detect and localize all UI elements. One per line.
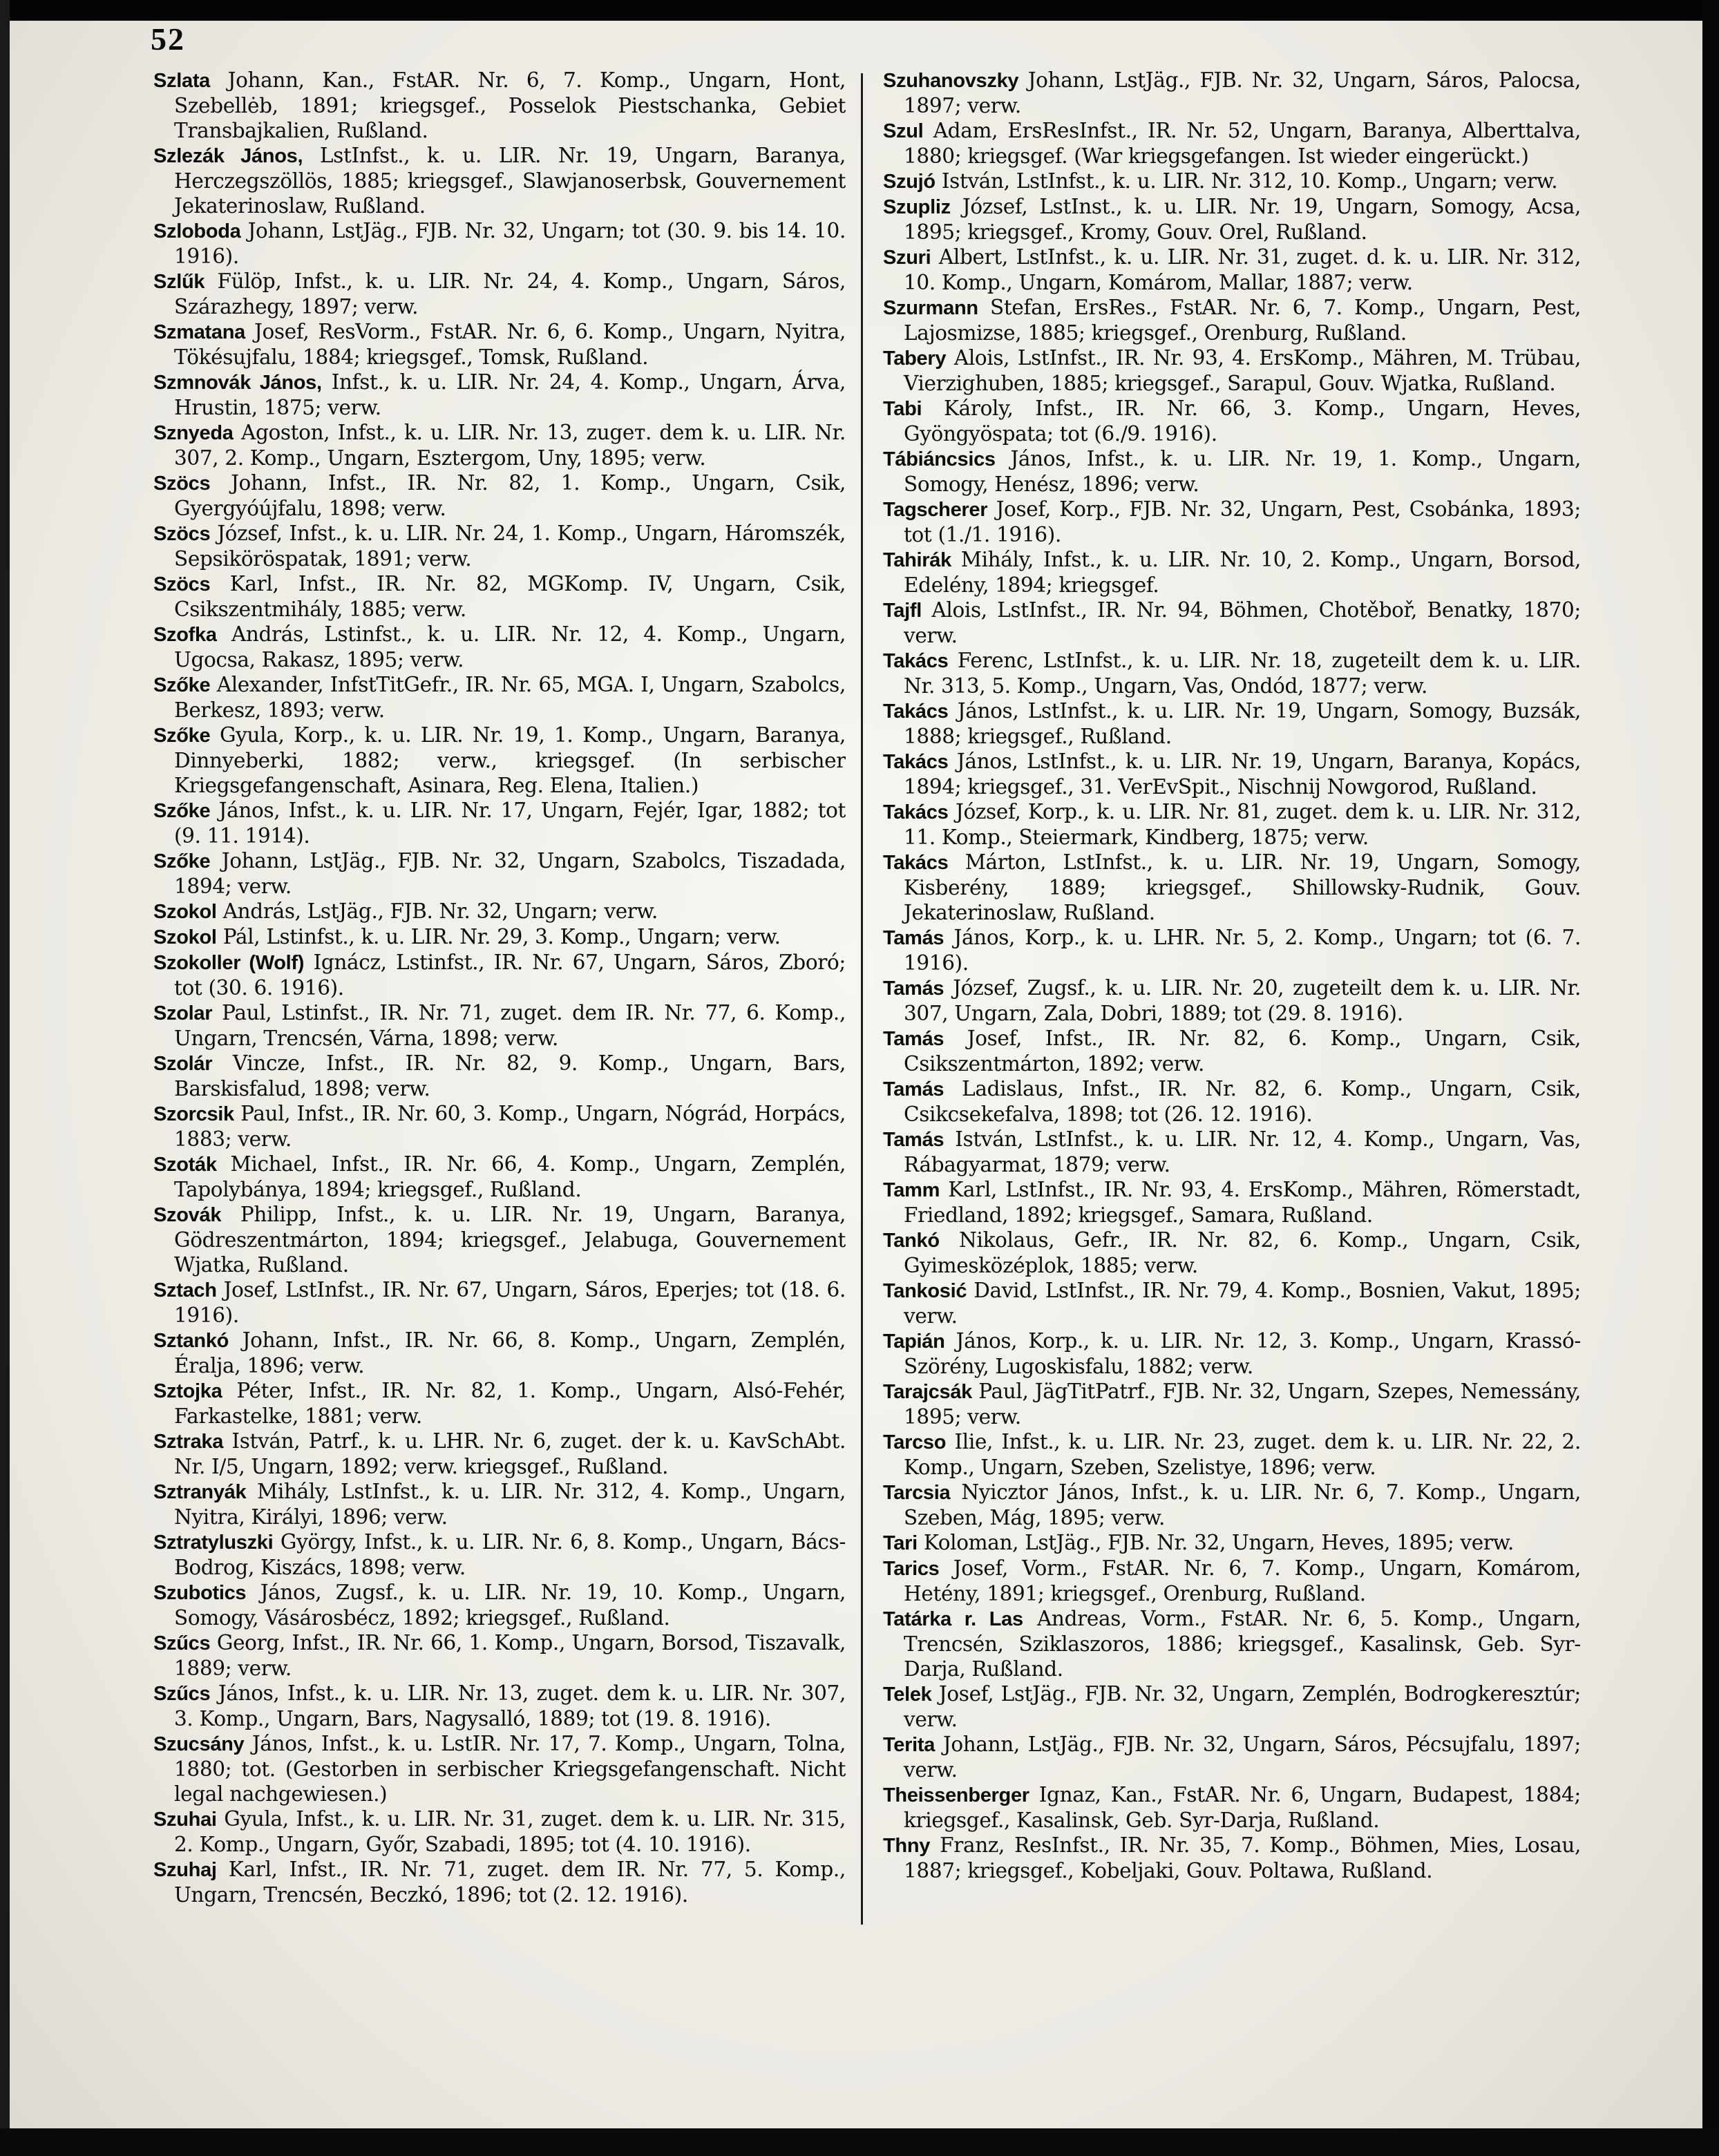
entry-surname: Tankosić (883, 1280, 967, 1302)
register-entry (153, 848, 846, 899)
register-entry (883, 396, 1581, 446)
register-entry (153, 1857, 846, 1907)
entry-surname: Szuhaj (153, 1859, 217, 1881)
entry-surname: Takács (883, 852, 949, 874)
entry-details: Gyula, Korp., k. u. LIR. Nr. 19, 1. Komp., Ungarn, Baranya, Dinnyeberki, 1882; verw., kriegsgef. (In serbischer Kriegsgefangenschaft, Asinara, Reg. Elena, Italien.) (174, 723, 846, 797)
entry-surname: Szokoller (Wolf) (153, 952, 305, 974)
register-entry (883, 975, 1581, 1026)
entry-details: Paul, Infst., IR. Nr. 60, 3. Komp., Ungarn, Nógrád, Horpács, 1883; verw. (174, 1102, 846, 1151)
entry-details: József, LstInst., k. u. LIR. Nr. 19, Ungarn, Somogy, Acsa, 1895; kriegsgef., Kromy, Gouv. Orel, Rußland. (904, 195, 1581, 244)
register-entry (153, 924, 846, 950)
entry-surname: Szuhanovszky (883, 70, 1019, 92)
entry-details: Adam, ErsResInfst., IR. Nr. 52, Ungarn, Baranya, Alberttalva, 1880; kriegsgef. (War kriegsgefangen. Ist wieder eingerückt.) (904, 119, 1581, 168)
register-entry (883, 1480, 1581, 1530)
register-entry (153, 950, 846, 1000)
register-entry (883, 245, 1581, 295)
entry-details: János, Infst., k. u. LIR. Nr. 17, Ungarn, Fejér, Igar, 1882; tot (9. 11. 1914). (174, 799, 846, 848)
entry-details: Alexander, InfstTitGefr., IR. Nr. 65, MGA. I, Ungarn, Szabolcs, Berkesz, 1893; verw. (174, 673, 846, 722)
entry-surname: Tarcso (883, 1431, 947, 1453)
entry-surname: Tamás (883, 1028, 944, 1050)
register-entry (883, 1076, 1581, 1127)
entry-details: András, LstJäg., FJB. Nr. 32, Ungarn; verw. (222, 899, 658, 923)
register-entry (883, 1177, 1581, 1228)
entry-surname: Szöcs (153, 573, 211, 595)
entry-surname: Tamás (883, 1129, 944, 1151)
register-entry (153, 1277, 846, 1328)
entry-surname: Tamás (883, 977, 944, 1000)
entry-details: János, Korp., k. u. LIR. Nr. 12, 3. Komp., Ungarn, Krassó-Szörény, Lugoskisfalu, 1882; verw. (904, 1329, 1581, 1378)
entry-details: János, LstInfst., k. u. LIR. Nr. 19, Ungarn, Baranya, Kopács, 1894; kriegsgef., 31. VerEvSpit., Nischnij Nowgorod, Rußland. (904, 750, 1581, 799)
left-column (153, 68, 846, 2057)
entry-details: Infst., k. u. LIR. Nr. 24, 4. Komp., Ungarn, Árva, Hrustin, 1875; verw. (174, 370, 846, 419)
register-entry (153, 521, 846, 571)
scan-border-bottom (0, 2128, 1719, 2156)
right-column (883, 68, 1581, 2057)
entry-surname: Szoták (153, 1154, 217, 1176)
entry-surname: Takács (883, 700, 949, 723)
register-entry (883, 194, 1581, 245)
entry-surname: Szmatana (153, 321, 245, 343)
entry-details: János, LstInfst., k. u. LIR. Nr. 19, Ungarn, Somogy, Buzsák, 1888; kriegsgef., Rußland. (904, 699, 1581, 748)
entry-details: Josef, LstJäg., FJB. Nr. 32, Ungarn, Zemplén, Bodrogkeresztúr; verw. (904, 1682, 1581, 1731)
entry-surname: Szőke (153, 674, 211, 696)
entry-details: József, Infst., k. u. LIR. Nr. 24, 1. Komp., Ungarn, Háromszék, Sepsikörösрatak, 1891; verw. (174, 522, 846, 571)
entry-surname: Tamás (883, 1078, 944, 1100)
register-entry (153, 1479, 846, 1529)
register-entry (883, 1556, 1581, 1606)
entry-surname: Tabery (883, 347, 947, 370)
entry-surname: Sztranyák (153, 1481, 247, 1503)
entry-details: Alois, LstInfst., IR. Nr. 93, 4. ErsKomp., Mähren, M. Trübau, Vierzighuben, 1885; kriegsgef., Sarapul, Gouv. Wjatka, Rußland. (904, 346, 1581, 395)
entry-surname: Szurmann (883, 297, 978, 319)
entry-surname: Szöcs (153, 523, 211, 545)
entry-surname: Szorcsik (153, 1103, 234, 1125)
entry-details: Ignácz, Lstinfst., IR. Nr. 67, Ungarn, Sáros, Zboró; tot (30. 6. 1916). (174, 951, 846, 1000)
entry-details: Péter, Infst., IR. Nr. 82, 1. Komp., Ungarn, Alsó-Fehér, Farkastelke, 1881; verw. (174, 1379, 846, 1428)
entry-details: Nikolaus, Gefr., IR. Nr. 82, 6. Komp., Ungarn, Csik, Gyimesközéplok, 1885; verw. (904, 1228, 1581, 1277)
register-entry (153, 470, 846, 521)
entry-details: Gyula, Infst., k. u. LIR. Nr. 31, zuget. dem k. u. LIR. Nr. 315, 2. Komp., Ungarn, Győr, Szabadi, 1895; tot (4. 10. 1916). (174, 1807, 846, 1856)
register-entry (883, 1278, 1581, 1328)
scan-border-right (1702, 0, 1719, 2156)
entry-surname: Tagscherer (883, 499, 988, 521)
register-entry (153, 1630, 846, 1681)
register-entry (883, 345, 1581, 396)
entry-surname: Szloboda (153, 220, 241, 242)
entry-surname: Szucsány (153, 1733, 245, 1755)
entry-surname: Telek (883, 1683, 932, 1706)
entry-details: David, LstInfst., IR. Nr. 79, 4. Komp., Bosnien, Vakut, 1895; verw. (904, 1279, 1581, 1328)
entry-surname: Szőke (153, 800, 211, 822)
entry-surname: Takács (883, 751, 949, 773)
entry-details: Johann, Infst., IR. Nr. 82, 1. Komp., Ungarn, Csik, Gyergyóújfalu, 1898; verw. (174, 471, 846, 520)
entry-surname: Tatárka r. Las (883, 1608, 1023, 1630)
register-entry (153, 571, 846, 622)
entry-surname: Tabi (883, 398, 922, 420)
register-entry (153, 420, 846, 470)
entry-details: Johann, LstJäg., FJB. Nr. 32, Ungarn; tot (30. 9. bis 14. 10. 1916). (174, 219, 846, 268)
entry-surname: Szőke (153, 850, 211, 872)
entry-surname: Szlűk (153, 271, 205, 293)
register-entry (153, 1101, 846, 1152)
entry-details: Johann, Infst., IR. Nr. 66, 8. Komp., Ungarn, Zemplén, Éralja, 1896; verw. (174, 1328, 846, 1377)
entry-details: Michael, Infst., IR. Nr. 66, 4. Komp., Ungarn, Zemplén, Tapolybánya, 1894; kriegsgef., Rußland. (174, 1152, 846, 1201)
register-entry (883, 598, 1581, 648)
register-entry (153, 1328, 846, 1378)
register-entry (883, 698, 1581, 749)
entry-surname: Sztraka (153, 1431, 224, 1453)
entry-details: Mihály, Infst., k. u. LIR. Nr. 10, 2. Komp., Ungarn, Borsod, Edelény, 1894; kriegsgef. (904, 548, 1581, 597)
entry-surname: Takács (883, 801, 949, 823)
entry-surname: Szolár (153, 1053, 213, 1075)
entry-details: Alois, LstInfst., IR. Nr. 94, Böhmen, Chotěboř, Benatky, 1870; verw. (904, 598, 1581, 647)
register-entry (883, 1429, 1581, 1480)
register-entry (153, 1580, 846, 1630)
register-entry (153, 622, 846, 672)
register-entry (883, 295, 1581, 345)
register-entry (883, 1328, 1581, 1379)
register-entry (883, 1732, 1581, 1782)
register-entry (883, 1026, 1581, 1076)
entry-surname: Tapián (883, 1330, 945, 1353)
entry-details: Georg, Infst., IR. Nr. 66, 1. Komp., Ungarn, Borsod, Tiszavalk, 1889; verw. (174, 1631, 846, 1680)
register-entry (153, 798, 846, 848)
entry-surname: Tarajcsák (883, 1381, 972, 1403)
entry-details: István, LstInfst., k. u. LIR. Nr. 312, 10. Komp., Ungarn; verw. (941, 169, 1558, 193)
register-entry (883, 1833, 1581, 1883)
register-entry (153, 269, 846, 319)
entry-surname: Tábiáncsics (883, 448, 996, 470)
register-entry (153, 319, 846, 370)
column-divider (861, 73, 863, 1925)
register-entry (883, 547, 1581, 598)
entry-details: Philipp, Infst., k. u. LIR. Nr. 19, Ungarn, Baranya, Gödreszentmárton, 1894; kriegsgef., Jelabuga, Gouvernement Wjatka, Rußland. (174, 1203, 846, 1277)
register-entry (153, 143, 846, 218)
entry-surname: Tahirák (883, 549, 951, 571)
register-entry (883, 1782, 1581, 1833)
register-entry (883, 1127, 1581, 1177)
entry-surname: Sztojka (153, 1380, 222, 1402)
entry-surname: Terita (883, 1734, 936, 1756)
register-entry (153, 1731, 846, 1806)
entry-surname: Szuri (883, 247, 931, 269)
entry-details: Johann, LstJäg., FJB. Nr. 32, Ungarn, Sáros, Palocsa, 1897; verw. (904, 68, 1581, 117)
register-entry (883, 1228, 1581, 1278)
entry-details: Paul, JägTitPatrf., FJB. Nr. 32, Ungarn, Szepes, Nemessány, 1895; verw. (904, 1380, 1581, 1429)
entry-details: Stefan, ErsRes., FstAR. Nr. 6, 7. Komp., Ungarn, Pest, Lajosmizse, 1885; kriegsgef., Orenburg, Rußland. (904, 296, 1581, 345)
register-entry (883, 169, 1581, 194)
entry-details: Ilie, Infst., k. u. LIR. Nr. 23, zuget. dem k. u. LIR. Nr. 22, 2. Komp., Ungarn, Szeben, Szelistye, 1896; verw. (904, 1430, 1581, 1479)
entry-details: Karl, Infst., IR. Nr. 71, zuget. dem IR. Nr. 77, 5. Komp., Ungarn, Trencsén, Beczkó, 1896; tot (2. 12. 1916). (174, 1858, 846, 1907)
register-entry (883, 850, 1581, 925)
entry-details: József, Korp., k. u. LIR. Nr. 81, zuget. dem k. u. LIR. Nr. 312, 11. Komp., Steiermark, Kindberg, 1875; verw. (904, 800, 1581, 849)
entry-surname: Tajfl (883, 600, 922, 622)
entry-surname: Takács (883, 650, 949, 672)
entry-surname: Szolar (153, 1002, 213, 1024)
register-entry (883, 749, 1581, 799)
entry-surname: Szlata (153, 70, 211, 92)
entry-surname: Szokol (153, 926, 217, 948)
scan-border-top (0, 0, 1719, 21)
register-entry (153, 1529, 846, 1580)
entry-details: Karl, LstInfst., IR. Nr. 93, 4. ErsKomp., Mähren, Römerstadt, Friedland, 1892; kriegsgef., Samara, Rußland. (904, 1178, 1581, 1227)
entry-surname: Szupliz (883, 196, 951, 218)
entry-surname: Sztratyluszki (153, 1532, 274, 1554)
entry-surname: Szmnovák János, (153, 372, 322, 394)
entry-details: György, Infst., k. u. LIR. Nr. 6, 8. Komp., Ungarn, Bács-Bodrog, Kiszács, 1898; verw. (174, 1530, 846, 1579)
entry-details: Fülöp, Infst., k. u. LIR. Nr. 24, 4. Komp., Ungarn, Sáros, Szárazhegy, 1897; verw. (174, 269, 846, 318)
register-entry (883, 648, 1581, 698)
register-entry (153, 899, 846, 924)
register-entry (153, 370, 846, 420)
entry-details: János, Infst., k. u. LstIR. Nr. 17, 7. Komp., Ungarn, Tolna, 1880; tot. (Gestorben in serbischer Kriegsgefangenschaft. Nicht legal nachgewiesen.) (174, 1732, 846, 1806)
entry-surname: Tamás (883, 927, 944, 949)
entry-details: József, Zugsf., k. u. LIR. Nr. 20, zugeteilt dem k. u. LIR. Nr. 307, Ungarn, Zala, Dobri, 1889; tot (29. 8. 1916). (904, 976, 1581, 1025)
entry-details: András, Lstinfst., k. u. LIR. Nr. 12, 4. Komp., Ungarn, Ugocsa, Rakasz, 1895; verw. (174, 622, 846, 671)
register-entry (153, 1000, 846, 1051)
register-entry (883, 118, 1581, 169)
register-entry (883, 1530, 1581, 1556)
entry-details: Mihály, LstInfst., k. u. LIR. Nr. 312, 4. Komp., Ungarn, Nyitra, Királyi, 1896; verw. (174, 1480, 846, 1529)
entry-surname: Tamm (883, 1179, 940, 1201)
entry-details: Koloman, LstJäg., FJB. Nr. 32, Ungarn, Heves, 1895; verw. (923, 1531, 1514, 1554)
entry-surname: Szlezák János, (153, 145, 303, 167)
page-number: 52 (151, 21, 185, 57)
entry-surname: Theissenberger (883, 1784, 1029, 1806)
entry-details: Agoston, Infst., k. u. LIR. Nr. 13, zugет. dem k. u. LIR. Nr. 307, 2. Komp., Ungarn, Esztergom, Uny, 1895; verw. (174, 421, 846, 470)
entry-surname: Szuhai (153, 1809, 217, 1831)
entry-details: Márton, LstInfst., k. u. LIR. Nr. 19, Ungarn, Somogy, Kisberény, 1889; kriegsgef., Shillowsky-Rudnik, Gouv. Jekaterinoslaw, Rußland. (904, 850, 1581, 924)
entry-details: Josef, LstInfst., IR. Nr. 67, Ungarn, Sáros, Eperjes; tot (18. 6. 1916). (174, 1278, 846, 1327)
entry-details: Josef, Infst., IR. Nr. 82, 6. Komp., Ungarn, Csik, Csikszentmárton, 1892; verw. (904, 1027, 1581, 1076)
entry-details: Johann, LstJäg., FJB. Nr. 32, Ungarn, Szabolcs, Tiszadada, 1894; verw. (174, 849, 846, 898)
entry-details: Johann, Kan., FstAR. Nr. 6, 7. Komp., Ungarn, Hont, Szebellėb, 1891; kriegsgef., Posselok Piestschanka, Gebiet Transbajkalien, Rußland. (174, 68, 846, 142)
entry-details: Ignaz, Kan., FstAR. Nr. 6, Ungarn, Budapest, 1884; kriegsgef., Kasalinsk, Geb. Syr-Darja, Rußland. (904, 1783, 1581, 1832)
entry-details: János, Infst., k. u. LIR. Nr. 19, 1. Komp., Ungarn, Somogy, Henész, 1896; verw. (904, 447, 1581, 496)
register-entry (153, 1202, 846, 1277)
entry-details: Ladislaus, Infst., IR. Nr. 82, 6. Komp., Ungarn, Csik, Csikcsekefalva, 1898; tot (26. 12. 1916). (904, 1077, 1581, 1126)
entry-surname: Szöcs (153, 473, 211, 495)
entry-surname: Tankó (883, 1230, 940, 1252)
entry-details: Nyicztor János, Infst., k. u. LIR. Nr. 6, 7. Komp., Ungarn, Szeben, Mág, 1895; verw. (904, 1480, 1581, 1529)
register-entry (153, 723, 846, 798)
entry-surname: Szűcs (153, 1683, 211, 1705)
register-entry (153, 1051, 846, 1101)
entry-surname: Tarics (883, 1558, 940, 1580)
entry-details: Josef, ResVorm., FstAR. Nr. 6, 6. Komp., Ungarn, Nyitra, Tökésujfalu, 1884; kriegsgef., Tomsk, Rußland. (174, 320, 846, 369)
entry-surname: Sztach (153, 1279, 217, 1301)
scan-border-left (0, 0, 10, 2156)
register-entry (883, 1379, 1581, 1429)
entry-details: Karl, Infst., IR. Nr. 82, MGKomp. IV, Ungarn, Csik, Csikszentmihály, 1885; verw. (174, 572, 846, 621)
entry-surname: Szul (883, 120, 924, 142)
entry-details: LstInfst., k. u. LIR. Nr. 19, Ungarn, Baranya, Herczegszöllös, 1885; kriegsgef., Slawjanoserbsk, Gouvernement Jekaterinoslaw, Rußland. (174, 144, 846, 218)
entry-details: Vincze, Infst., IR. Nr. 82, 9. Komp., Ungarn, Bars, Barskisfalud, 1898; verw. (174, 1051, 846, 1100)
register-entry (883, 799, 1581, 850)
register-entry (883, 446, 1581, 497)
entry-surname: Szubotics (153, 1582, 247, 1604)
entry-surname: Tari (883, 1532, 918, 1554)
entry-details: Franz, ResInfst., IR. Nr. 35, 7. Komp., Böhmen, Mies, Losau, 1887; kriegsgef., Kobeljaki, Gouv. Poltawa, Rußland. (904, 1833, 1581, 1882)
entry-details: Andreas, Vorm., FstAR. Nr. 6, 5. Komp., Ungarn, Trencsén, Sziklaszoros, 1886; kriegsgef., Kasalinsk, Geb. Syr-Darja, Rußland. (904, 1607, 1581, 1681)
entry-surname: Tarcsia (883, 1482, 951, 1504)
register-entry (883, 68, 1581, 118)
register-entry (153, 68, 846, 143)
entry-details: Josef, Vorm., FstAR. Nr. 6, 7. Komp., Ungarn, Komárom, Hetény, 1891; kriegsgef., Orenburg, Rußland. (904, 1556, 1581, 1605)
entry-surname: Thny (883, 1835, 931, 1857)
entry-details: Paul, Lstinfst., IR. Nr. 71, zuget. dem IR. Nr. 77, 6. Komp., Ungarn, Trencsén, Várna, 1898; verw. (174, 1001, 846, 1050)
register-entry (883, 1681, 1581, 1732)
register-entry (153, 1152, 846, 1202)
entry-details: János, Zugsf., k. u. LIR. Nr. 19, 10. Komp., Ungarn, Somogy, Vásárosbécz, 1892; kriegsgef., Rußland. (174, 1581, 846, 1630)
register-entry (883, 925, 1581, 975)
entry-surname: Szovák (153, 1204, 222, 1226)
entry-surname: Szokol (153, 901, 217, 923)
register-entry (153, 218, 846, 269)
register-entry (153, 1806, 846, 1857)
register-entry (883, 1606, 1581, 1681)
entry-details: Ferenc, LstInfst., k. u. LIR. Nr. 18, zugeteilt dem k. u. LIR. Nr. 313, 5. Komp., Ungarn, Vas, Ondód, 1877; verw. (904, 649, 1581, 698)
register-entry (153, 1429, 846, 1479)
entry-details: Josef, Korp., FJB. Nr. 32, Ungarn, Pest, Csobánka, 1893; tot (1./1. 1916). (904, 497, 1581, 546)
register-entry (883, 497, 1581, 547)
entry-details: Johann, LstJäg., FJB. Nr. 32, Ungarn, Sáros, Pécsujfalu, 1897; verw. (904, 1733, 1581, 1782)
entry-details: Károly, Infst., IR. Nr. 66, 3. Komp., Ungarn, Heves, Gyöngyöspata; tot (6./9. 1916). (904, 397, 1581, 446)
entry-surname: Sznyeda (153, 422, 234, 444)
register-entry (153, 1681, 846, 1731)
entry-surname: Szűcs (153, 1632, 211, 1654)
entry-details: István, Patrf., k. u. LHR. Nr. 6, zuget. der k. u. KavSchAbt. Nr. I/5, Ungarn, 1892; verw. kriegsgef., Rußland. (174, 1429, 846, 1478)
entry-details: István, LstInfst., k. u. LIR. Nr. 12, 4. Komp., Ungarn, Vas, Rábagyarmat, 1879; verw. (904, 1127, 1581, 1176)
entry-details: Pál, Lstinfst., k. u. LIR. Nr. 29, 3. Komp., Ungarn; verw. (222, 925, 781, 948)
entry-surname: Sztankó (153, 1330, 229, 1352)
entry-surname: Szujó (883, 171, 936, 193)
entry-details: Albert, LstInfst., k. u. LIR. Nr. 31, zuget. d. k. u. LIR. Nr. 312, 10. Komp., Ungarn, Komárom, Mallar, 1887; verw. (904, 245, 1581, 294)
register-entry (153, 672, 846, 723)
entry-details: János, Korp., k. u. LHR. Nr. 5, 2. Komp., Ungarn; tot (6. 7. 1916). (904, 926, 1581, 975)
register-entry (153, 1378, 846, 1429)
entry-surname: Szőke (153, 725, 211, 747)
entry-surname: Szofka (153, 624, 217, 646)
entry-details: János, Infst., k. u. LIR. Nr. 13, zuget. dem k. u. LIR. Nr. 307, 3. Komp., Ungarn, Bars, Nagysalló, 1889; tot (19. 8. 1916). (174, 1681, 846, 1730)
